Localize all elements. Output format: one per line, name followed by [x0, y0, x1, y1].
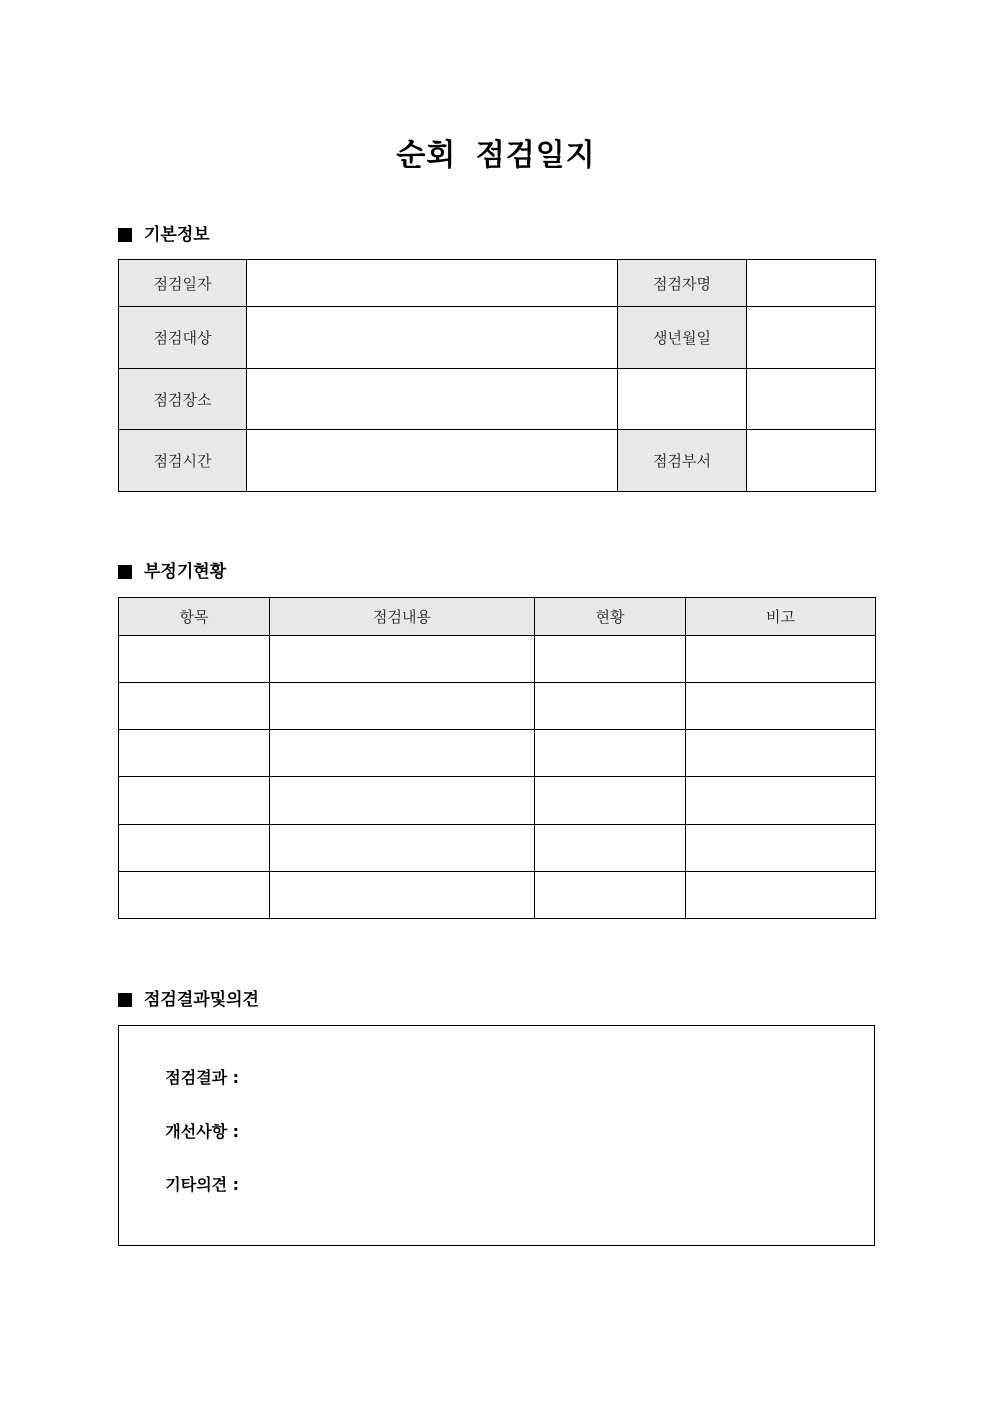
document-title: 순회 점검일지: [396, 138, 596, 173]
column-header-status: 현황: [535, 598, 686, 636]
status-cell[interactable]: [535, 730, 686, 777]
remarks-cell[interactable]: [686, 825, 876, 872]
item-cell[interactable]: [119, 872, 270, 919]
basic-info-table: [118, 259, 876, 492]
status-table: [118, 597, 876, 919]
square-bullet-icon: [118, 565, 132, 579]
inspection-date-label: 점검일자: [119, 260, 247, 307]
blank-value-cell[interactable]: [747, 369, 876, 430]
inspection-time-label: 점검시간: [119, 430, 247, 492]
remarks-cell[interactable]: [686, 730, 876, 777]
section-heading-label: 기본정보: [144, 225, 210, 245]
column-header-item: 항목: [119, 598, 270, 636]
inspection-date-field[interactable]: [247, 260, 618, 307]
inspection-target-field[interactable]: [247, 307, 618, 369]
status-cell[interactable]: [535, 872, 686, 919]
table-row: [119, 730, 876, 777]
table-row: [119, 777, 876, 825]
status-cell[interactable]: [535, 777, 686, 825]
item-cell[interactable]: [119, 777, 270, 825]
inspector-name-label: 점검자명: [618, 260, 747, 307]
inspection-department-field[interactable]: [747, 430, 876, 492]
remarks-cell[interactable]: [686, 872, 876, 919]
table-row: [119, 683, 876, 730]
birth-date-label: 생년월일: [618, 307, 747, 369]
content-cell[interactable]: [270, 636, 535, 683]
square-bullet-icon: [118, 993, 132, 1007]
section-heading-status: [118, 561, 226, 583]
inspection-result-label: 점검결과 :: [165, 1068, 240, 1087]
item-cell[interactable]: [119, 730, 270, 777]
column-header-remarks: 비고: [686, 598, 876, 636]
table-row: [119, 260, 876, 307]
inspection-place-field[interactable]: [247, 369, 618, 430]
remarks-cell[interactable]: [686, 777, 876, 825]
table-row: [119, 825, 876, 872]
inspection-time-field[interactable]: [247, 430, 618, 492]
content-cell[interactable]: [270, 777, 535, 825]
item-cell[interactable]: [119, 825, 270, 872]
other-opinion-label: 기타의견 :: [165, 1175, 240, 1194]
table-row: [119, 872, 876, 919]
blank-label-cell: [618, 369, 747, 430]
table-row: [119, 430, 876, 492]
section-heading-basic-info: [118, 224, 210, 246]
column-header-content: 점검내용: [270, 598, 535, 636]
results-box[interactable]: [118, 1025, 875, 1246]
content-cell[interactable]: [270, 825, 535, 872]
table-header-row: [119, 598, 876, 636]
item-cell[interactable]: [119, 636, 270, 683]
section-heading-label: 부정기현황: [144, 562, 227, 582]
inspection-target-label: 점검대상: [119, 307, 247, 369]
status-cell[interactable]: [535, 636, 686, 683]
content-cell[interactable]: [270, 872, 535, 919]
content-cell[interactable]: [270, 730, 535, 777]
birth-date-field[interactable]: [747, 307, 876, 369]
section-heading-label: 점검결과및의견: [144, 990, 259, 1010]
inspector-name-field[interactable]: [747, 260, 876, 307]
content-cell[interactable]: [270, 683, 535, 730]
remarks-cell[interactable]: [686, 683, 876, 730]
status-cell[interactable]: [535, 825, 686, 872]
table-row: [119, 369, 876, 430]
improvement-label: 개선사항 :: [165, 1122, 240, 1141]
item-cell[interactable]: [119, 683, 270, 730]
square-bullet-icon: [118, 228, 132, 242]
status-cell[interactable]: [535, 683, 686, 730]
table-row: [119, 307, 876, 369]
inspection-place-label: 점검장소: [119, 369, 247, 430]
table-row: [119, 636, 876, 683]
section-heading-results: [118, 989, 259, 1011]
remarks-cell[interactable]: [686, 636, 876, 683]
other-opinion-line: [143, 1152, 239, 1240]
inspection-department-label: 점검부서: [618, 430, 747, 492]
